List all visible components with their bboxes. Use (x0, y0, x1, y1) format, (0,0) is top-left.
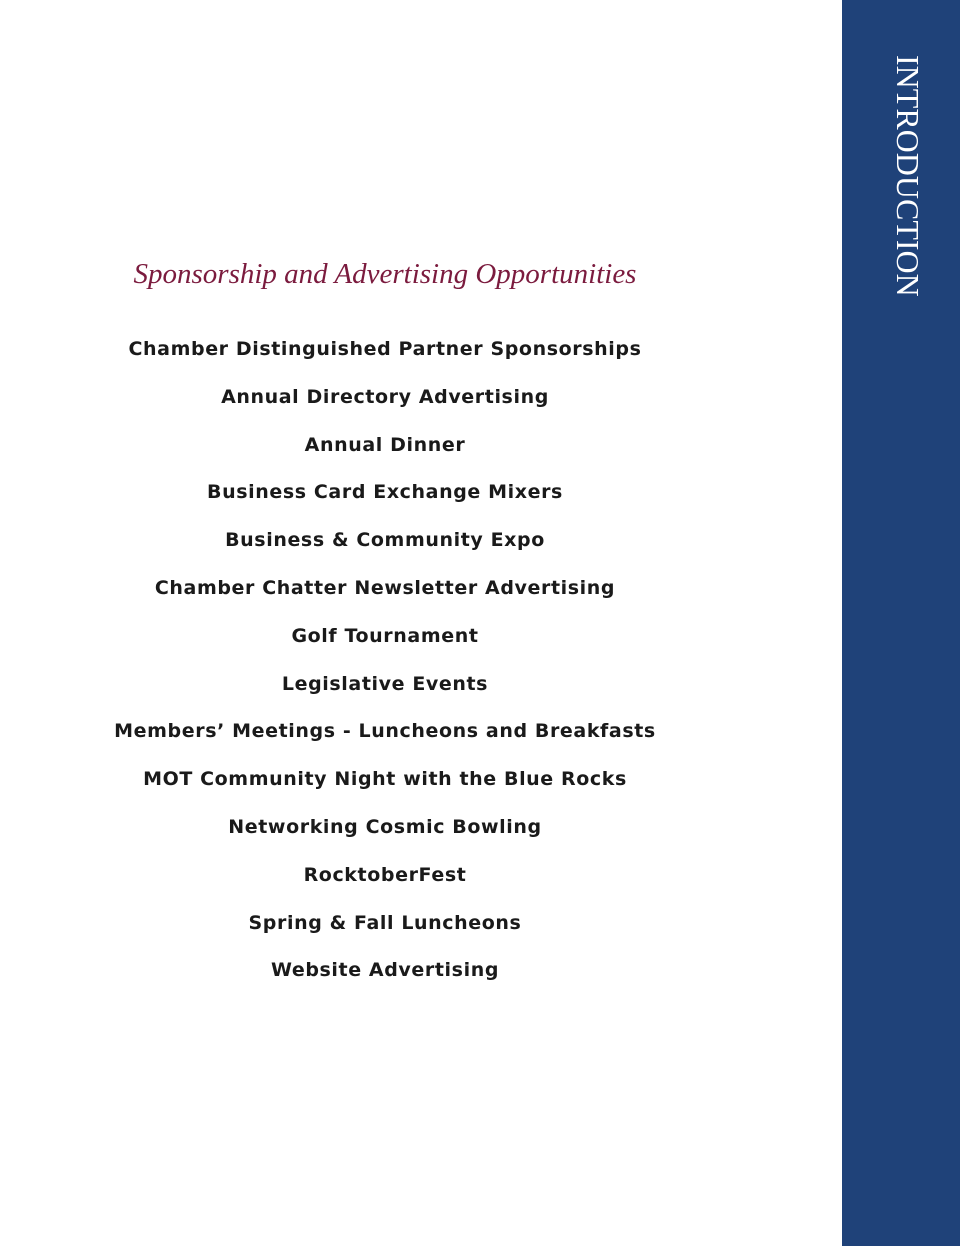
list-item: Golf Tournament (291, 624, 479, 647)
list-item: Legislative Events (281, 672, 489, 695)
opportunities-list (0, 332, 770, 1001)
list-item: Website Advertising (270, 959, 500, 982)
list-item: Networking Cosmic Bowling (228, 815, 542, 838)
list-item: Business Card Exchange Mixers (207, 481, 563, 504)
list-item: MOT Community Night with the Blue Rocks (143, 768, 627, 791)
list-item: Annual Directory Advertising (221, 385, 549, 408)
list-item: Chamber Chatter Newsletter Advertising (154, 576, 616, 599)
list-item: Annual Dinner (304, 433, 466, 456)
page-heading: Sponsorship and Advertising Opportunities (133, 258, 637, 290)
section-label: INTRODUCTION (890, 55, 926, 297)
list-item: Members’ Meetings - Luncheons and Breakfasts (114, 720, 656, 743)
list-item: Business & Community Expo (225, 529, 545, 552)
list-item: Spring & Fall Luncheons (248, 911, 522, 934)
list-item: Chamber Distinguished Partner Sponsorships (128, 338, 642, 360)
list-item: RocktoberFest (303, 863, 467, 886)
